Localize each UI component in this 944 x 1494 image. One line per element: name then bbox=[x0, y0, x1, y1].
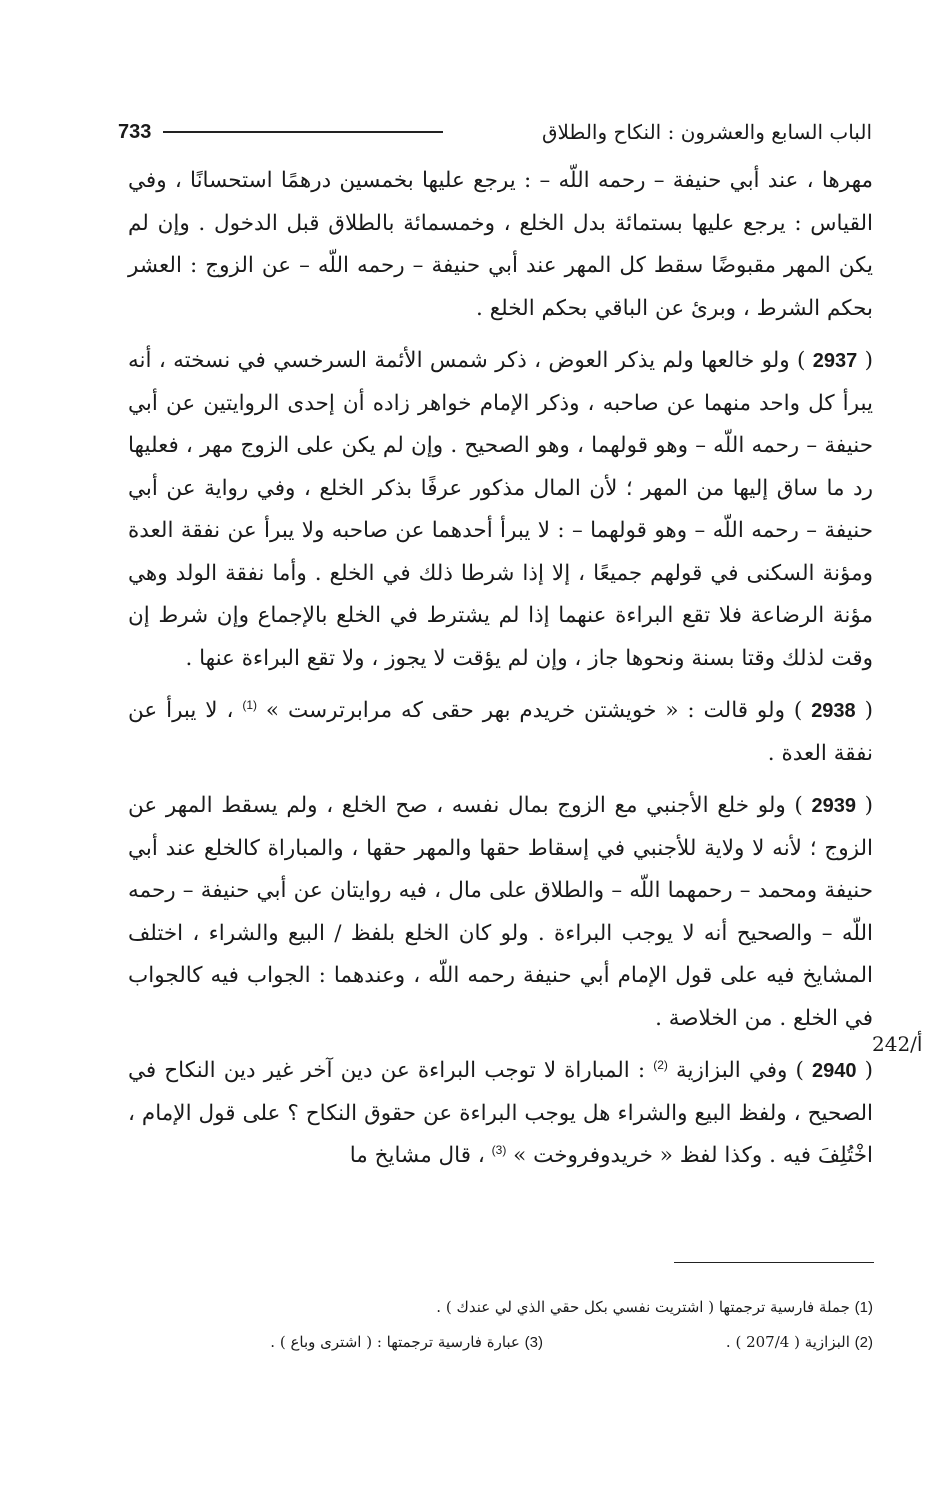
paragraph-2937: ( 2937 ) ولو خالعها ولم يذكر العوض ، ذكر شمس الأئمة السرخسي في نسخته ، أنه يبرأ كل واحد منهما عن صاحبه ، وذكر الإمام خواهر زاده أن إحدى الروايتين عن أبي حنيفة – رحمه اللّه – وهو قولهما ، وهو الصحيح . وإن لم يكن على الزوج مهر ، فعليها رد ما ساق إليها من المهر ؛ لأن المال مذكور عرفًا بذكر الخلع ، وفي رواية عن أبي حنيفة – رحمه اللّه – وهو قولهما – : لا يبرأ أحدهما عن صاحبه ولا يبرأ عن نفقة العدة ومؤنة السكنى في قولهم جميعًا ، إلا إذا شرطا ذلك في الخلع . وأما نفقة الولد وهي مؤنة الرضاعة فلا تقع البراءة عنهما إذا لم يشترط في الخلع بالإجماع وإن شرط إن وقت لذلك وقتا بسنة ونحوها جاز ، وإن لم يؤقت لا يجوز ، ولا تقع البراءة عنها . bbox=[128, 348, 874, 671]
paragraph-2940: ( 2940 ) وفي البزازية $^{(2)}$ : المباراة لا توجب البراءة عن دين آخر غير دين النكاح في الصحيح ، ولفظ البيع والشراء هل يوجب البراءة عن حقوق النكاح ؟ على قول الإمام ، اخْتُلِفَ فيه . وكذا لفظ « خريدوفروخت » $^{(3)}$ ، قال مشايخ ما bbox=[128, 1057, 873, 1168]
footnote-text: عبارة فارسية ترجمتها : ( اشترى وباع ) . bbox=[270, 1333, 520, 1351]
footnote-text: جملة فارسية ترجمتها ( اشتريت نفسي بكل حقي الذي لي عندك ) . bbox=[436, 1298, 850, 1316]
footnote-row bbox=[128, 1325, 873, 1360]
paragraph-text: مهرها ، عند أبي حنيفة – رحمه اللّه – : يرجع عليها بخمسين درهمًا استحسانًا ، وفي القياس : يرجع عليها بستمائة بدل الخلع ، وخمسمائة بالطلاق قبل الدخول . وإن لم يكن المهر مقبوضًا سقط كل المهر عند أبي حنيفة – رحمه اللّه – عن الزوج : العشر بحكم الشرط ، وبرئ عن الباقي بحكم الخلع . bbox=[128, 168, 873, 321]
footnote-3 bbox=[270, 1325, 543, 1360]
footnote-number: (1) bbox=[854, 1299, 873, 1316]
paragraph-text: : المباراة لا توجب البراءة عن دين آخر غير دين النكاح في الصحيح ، ولفظ البيع والشراء هل يوجب البراءة عن حقوق النكاح ؟ على قول الإمام ، اخْتُلِفَ فيه . وكذا لفظ « خريدوفروخت » bbox=[128, 1058, 873, 1168]
footnote-ref: (1) bbox=[242, 697, 258, 712]
issue-number: 2940 bbox=[812, 1060, 857, 1082]
paragraph-text: ، قال مشايخ ما bbox=[349, 1143, 485, 1168]
main-text bbox=[128, 160, 873, 1178]
paragraph-text: ولو قالت : « خويشتن خريدم بهر حقى كه مرابرترست » bbox=[265, 698, 785, 723]
footnote-1 bbox=[436, 1290, 873, 1325]
paragraph-continuation bbox=[128, 160, 873, 330]
paragraph-text: ولو خلع الأجنبي مع الزوج بمال نفسه ، صح الخلع ، ولم يسقط المهر عن الزوج ؛ لأنه لا ولاية للأجنبي في إسقاط حقها والمهر حقها ، والمباراة كالخلع عند أبي حنيفة ومحمد – رحمهما اللّه – والطلاق على مال ، فيه روايتان عن أبي حنيفة – رحمه اللّه – والصحيح أنه لا يوجب البراءة . ولو كان الخلع بلفظ / البيع والشراء ، اختلف المشايخ فيه على قول الإمام أبي حنيفة رحمه اللّه ، وعندهما : الجواب فيه كالجواب في الخلع . من الخلاصة . bbox=[128, 793, 873, 1031]
paragraph-text: ، لا يبرأ عن نفقة العدة . bbox=[128, 698, 873, 766]
footnote-2 bbox=[543, 1325, 873, 1360]
issue-number: 2937 bbox=[812, 350, 858, 372]
paragraph-2939: ( 2939 ) ولو خلع الأجنبي مع الزوج بمال نفسه ، صح الخلع ، ولم يسقط المهر عن الزوج ؛ لأنه لا ولاية للأجنبي في إسقاط حقها والمهر حقها ، والمباراة كالخلع عند أبي حنيفة ومحمد – رحمهما اللّه – والطلاق على مال ، فيه روايتان عن أبي حنيفة – رحمه اللّه – والصحيح أنه لا يوجب البراءة . ولو كان الخلع بلفظ / البيع والشراء ، اختلف المشايخ فيه على قول الإمام أبي حنيفة رحمه اللّه ، وعندهما : الجواب فيه كالجواب في الخلع . من الخلاصة . bbox=[128, 793, 873, 1031]
footnote-ref: (2) bbox=[653, 1057, 668, 1072]
footnote-number: (2) bbox=[854, 1334, 873, 1351]
paragraph-2938: ( 2938 ) ولو قالت : « خويشتن خريدم بهر حقى كه مرابرترست » $^{(1)}$ ، لا يبرأ عن نفقة العدة . bbox=[128, 697, 873, 766]
page-number: 733 bbox=[118, 120, 152, 143]
footnote-number: (3) bbox=[524, 1334, 543, 1351]
issue-number: 2938 bbox=[811, 700, 856, 722]
footnote-ref: (3) bbox=[491, 1142, 507, 1157]
footnote-rule bbox=[674, 1262, 874, 1263]
paragraph-text: وفي البزازية bbox=[676, 1058, 788, 1083]
chapter-title: الباب السابع والعشرون : النكاح والطلاق bbox=[541, 120, 872, 144]
footnotes bbox=[128, 1290, 873, 1360]
footnote-text: البزازية ( 207/4 ) . bbox=[725, 1333, 850, 1351]
header-rule bbox=[163, 131, 443, 133]
footnote-row bbox=[128, 1290, 873, 1325]
manuscript-folio-marker: 242/أ bbox=[872, 1032, 923, 1056]
issue-number: 2939 bbox=[811, 795, 856, 817]
paragraph-text: ولو خالعها ولم يذكر العوض ، ذكر شمس الأئمة السرخسي في نسخته ، أنه يبرأ كل واحد منهما عن صاحبه ، وذكر الإمام خواهر زاده أن إحدى الروايتين عن أبي حنيفة – رحمه اللّه – وهو قولهما ، وهو الصحيح . وإن لم يكن على الزوج مهر ، فعليها رد ما ساق إليها من المهر ؛ لأن المال مذكور عرفًا بذكر الخلع ، وفي رواية عن أبي حنيفة – رحمه اللّه – وهو قولهما – : لا يبرأ أحدهما عن صاحبه ولا يبرأ عن نفقة العدة ومؤنة السكنى في قولهم جميعًا ، إلا إذا شرطا ذلك في الخلع . وأما نفقة الولد وهي مؤنة الرضاعة فلا تقع البراءة عنهما إذا لم يشترط في الخلع بالإجماع وإن شرط إن وقت لذلك وقتا بسنة ونحوها جاز ، وإن لم يؤقت لا يجوز ، ولا تقع البراءة عنها . bbox=[128, 348, 873, 671]
running-header bbox=[118, 112, 872, 152]
